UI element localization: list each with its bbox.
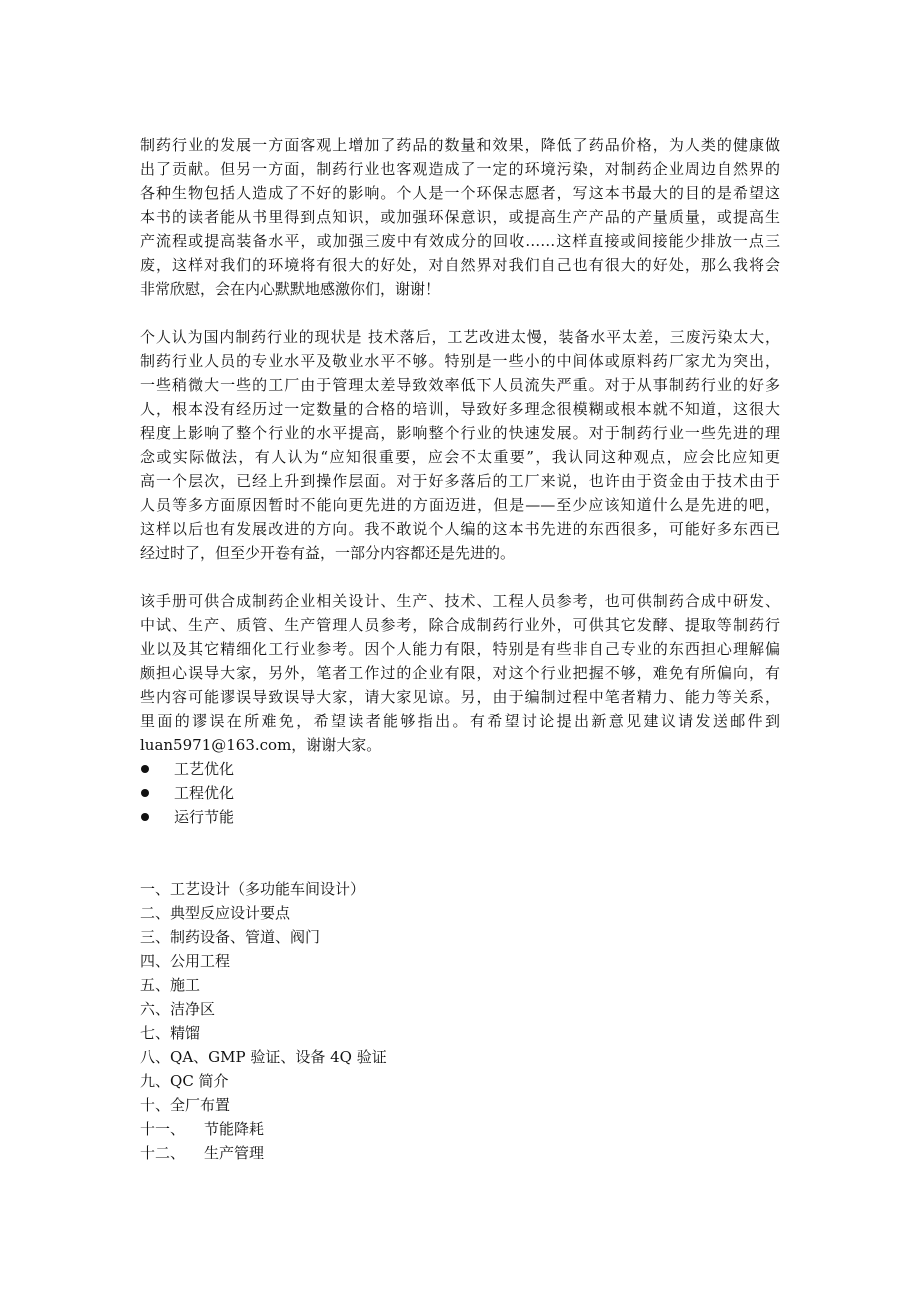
toc-item xyxy=(140,997,780,1021)
toc-number: 四、 xyxy=(140,952,171,970)
toc-number: 九、 xyxy=(140,1072,171,1090)
text-line: 人员等多方面原因暂时不能向更先进的方面迈进，但是——至少应该知道什么是先进的吧， xyxy=(140,496,780,514)
toc-title: 全厂布置 xyxy=(170,1096,231,1114)
bullet-dot-icon xyxy=(141,813,149,821)
bullet-list xyxy=(140,757,780,829)
toc-number: 十一、 xyxy=(140,1120,186,1138)
toc-item xyxy=(140,1069,780,1093)
text-line: 业以及其它精细化工行业参考。因个人能力有限，特别是有些非自己专业的东西担心理解偏 xyxy=(140,640,780,658)
toc-item xyxy=(140,901,780,925)
text-line: 各种生物包括人造成了不好的影响。个人是一个环保志愿者，写这本书最大的目的是希望这 xyxy=(140,184,780,202)
toc-item xyxy=(140,973,780,997)
text-line: 念或实际做法，有人认为“应知很重要，应会不太重要”，我认同这种观点，应会比应知更 xyxy=(140,448,780,466)
bullet-item xyxy=(140,757,780,781)
toc-item xyxy=(140,1093,780,1117)
text-line: 该手册可供合成制药企业相关设计、生产、技术、工程人员参考，也可供制药合成中研发、 xyxy=(140,592,780,610)
toc-title: 节能降耗 xyxy=(204,1120,265,1138)
table-of-contents xyxy=(140,877,780,1165)
bullet-dot-icon xyxy=(141,765,149,773)
text-line: 人，根本没有经历过一定数量的合格的培训，导致好多理念很模糊或根本就不知道，这很大 xyxy=(140,400,780,418)
text-line: 程度上影响了整个行业的水平提高，影响整个行业的快速发展。对于制药行业一些先进的理 xyxy=(140,424,780,442)
toc-title: 施工 xyxy=(170,976,201,994)
contact-email-line: luan5971@163.com，谢谢大家。 xyxy=(140,736,382,754)
text-line: 里面的谬误在所难免，希望读者能够指出。有希望讨论提出新意见建议请发送邮件到 xyxy=(140,712,780,730)
toc-item xyxy=(140,1117,780,1141)
text-line: 颇担心误导大家，另外，笔者工作过的企业有限，对这个行业把握不够，难免有所偏向，有 xyxy=(140,664,780,682)
section-spacer xyxy=(140,829,780,853)
text-line: 本书的读者能从书里得到点知识，或加强环保意识，或提高生产产品的产量质量，或提高生 xyxy=(140,208,780,226)
toc-title: QC 简介 xyxy=(170,1072,229,1090)
section-spacer xyxy=(140,853,780,877)
toc-item xyxy=(140,925,780,949)
text-line: 产流程或提高装备水平，或加强三废中有效成分的回收……这样直接或间接能少排放一点三 xyxy=(140,232,780,250)
bullet-item xyxy=(140,805,780,829)
toc-number: 十二、 xyxy=(140,1144,186,1162)
text-line: 一些稍微大一些的工厂由于管理太差导致效率低下人员流失严重。对于从事制药行业的好多 xyxy=(140,376,780,394)
toc-number: 十、 xyxy=(140,1096,171,1114)
toc-title: 典型反应设计要点 xyxy=(170,904,291,922)
text-line: 制药行业的发展一方面客观上增加了药品的数量和效果，降低了药品价格，为人类的健康做 xyxy=(140,136,780,154)
bullet-text: 运行节能 xyxy=(174,808,235,826)
paragraph-industry-status xyxy=(140,325,780,565)
toc-title: 公用工程 xyxy=(170,952,231,970)
text-line: 这样以后也有发展改进的方向。我不敢说个人编的这本书先进的东西很多，可能好多东西已 xyxy=(140,520,780,538)
toc-title: 生产管理 xyxy=(204,1144,265,1162)
text-line: 高一个层次，已经上升到操作层面。对于好多落后的工厂来说，也许由于资金由于技术由于 xyxy=(140,472,780,490)
bullet-dot-icon xyxy=(141,789,149,797)
bullet-text: 工艺优化 xyxy=(174,760,235,778)
paragraph-spacer xyxy=(140,301,780,325)
toc-number: 一、 xyxy=(140,880,171,898)
toc-number: 八、 xyxy=(140,1048,171,1066)
document-body xyxy=(140,133,780,1165)
text-line: 个人认为国内制药行业的现状是 技术落后，工艺改进太慢，装备水平太差，三废污染太大， xyxy=(140,328,780,346)
bullet-text: 工程优化 xyxy=(174,784,235,802)
toc-title: 洁净区 xyxy=(170,1000,216,1018)
toc-item xyxy=(140,1141,780,1165)
toc-item xyxy=(140,1045,780,1069)
bullet-item xyxy=(140,781,780,805)
paragraph-handbook-scope xyxy=(140,589,780,757)
text-line: 制药行业人员的专业水平及敬业水平不够。特别是一些小的中间体或原料药厂家尤为突出， xyxy=(140,352,780,370)
toc-number: 七、 xyxy=(140,1024,171,1042)
toc-number: 五、 xyxy=(140,976,171,994)
toc-title: 工艺设计（多功能车间设计） xyxy=(170,880,366,898)
text-line: 出了贡献。但另一方面，制药行业也客观造成了一定的环境污染，对制药企业周边自然界的 xyxy=(140,160,780,178)
paragraph-spacer xyxy=(140,565,780,589)
text-line: 非常欣慰，会在内心默默地感激你们，谢谢！ xyxy=(140,280,441,298)
toc-item xyxy=(140,949,780,973)
toc-item xyxy=(140,877,780,901)
text-line: 些内容可能谬误导致误导大家，请大家见谅。另，由于编制过程中笔者精力、能力等关系， xyxy=(140,688,780,706)
text-line: 经过时了，但至少开卷有益，一部分内容都还是先进的。 xyxy=(140,544,516,562)
paragraph-intro xyxy=(140,133,780,301)
toc-number: 六、 xyxy=(140,1000,171,1018)
toc-number: 三、 xyxy=(140,928,171,946)
toc-number: 二、 xyxy=(140,904,171,922)
text-line: 中试、生产、质管、生产管理人员参考，除合成制药行业外，可供其它发酵、提取等制药行 xyxy=(140,616,780,634)
toc-title: 精馏 xyxy=(170,1024,201,1042)
toc-title: QA、GMP 验证、设备 4Q 验证 xyxy=(170,1048,387,1066)
toc-item xyxy=(140,1021,780,1045)
text-line: 废，这样对我们的环境将有很大的好处，对自然界对我们自己也有很大的好处，那么我将会 xyxy=(140,256,780,274)
toc-title: 制药设备、管道、阀门 xyxy=(170,928,321,946)
